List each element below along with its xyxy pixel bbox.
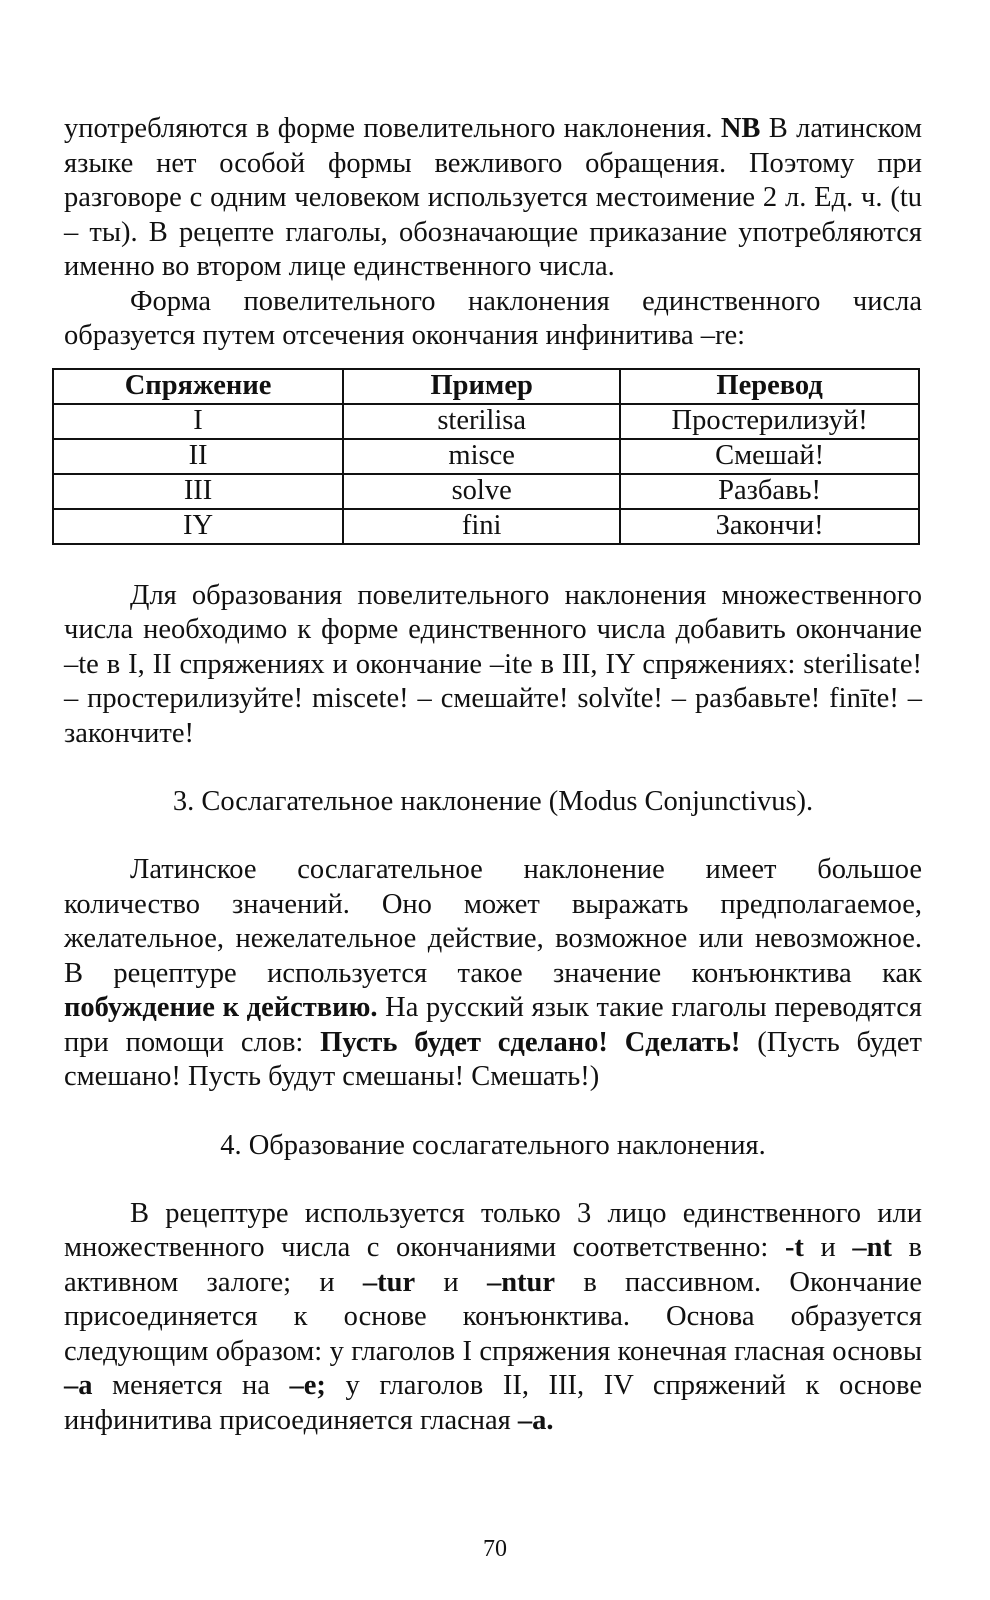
table-cell: III [53, 474, 343, 509]
table-cell: II [53, 439, 343, 474]
section-heading-4: 4. Образование сослагательного наклонения. [220, 1129, 766, 1161]
paragraph-3: Для образования повелительного наклонения множественного числа необходимо к форме единственного числа добавить окончание –te в I, II спряжениях и окончание –ite в III, IY спряжениях: sterilisate! – простерилизуйте! miscete! – смешайте! solvĭte! – разбавьте! finīte! – закончите! [64, 579, 922, 749]
table-cell: misce [343, 439, 620, 474]
table-cell: Смешай! [620, 439, 919, 474]
table-row [53, 439, 919, 474]
table-cell: sterilisa [343, 404, 620, 439]
paragraph-2: Форма повелительного наклонения единственного числа образуется путем отсечения окончания инфинитива –re: [64, 285, 922, 351]
table-cell: I [53, 404, 343, 439]
header-conjugation: Спряжение [53, 369, 343, 404]
table-row [53, 509, 919, 544]
page-content [64, 112, 922, 1438]
header-example: Пример [343, 369, 620, 404]
header-translation: Перевод [620, 369, 919, 404]
page-number: 70 [483, 1536, 507, 1562]
table-row [53, 474, 919, 509]
nb-mark: NB [720, 113, 761, 144]
paragraph-1: употребляются в форме повелительного наклонения. NB В латинском языке нет особой формы вежливого обращения. Поэтому при разговоре с одним человеком используется местоимение 2 л. Ед. ч. (tu – ты). В рецепте глаголы, обозначающие приказание употребляются именно во втором лице единственного числа. [64, 113, 922, 282]
table-cell: Разбавь! [620, 474, 919, 509]
conjugation-table [52, 368, 920, 545]
table-header-row [53, 369, 919, 404]
table-cell: solve [343, 474, 620, 509]
table-row [53, 404, 919, 439]
table-cell: IY [53, 509, 343, 544]
section-heading-3: 3. Сослагательное наклонение (Modus Conjunctivus). [172, 786, 814, 817]
table-cell: Простерилизуй! [620, 404, 919, 439]
paragraph-4: Латинское сослагательное наклонение имеет большое количество значений. Оно может выражать предполагаемое, желательное, нежелательное действие, возможное или невозможное. В рецептуре используется такое значение конъюнктива как побуждение к действию. На русский язык такие глаголы переводятся при помощи слов: Пусть будет сделано! Сделать! (Пусть будет смешано! Пусть будут смешаны! Смешать!) [64, 854, 922, 1092]
paragraph-5: В рецептуре используется только 3 лицо единственного или множественного числа с окончаниями соответственно: -t и –nt в активном залоге; и –tur и –ntur в пассивном. Окончание присоединяется к основе конъюнктива. Основа образуется следующим образом: у глаголов I спряжения конечная гласная основы –a меняется на –e; у глаголов II, III, IV спряжений к основе инфинитива присоединяется гласная –a. [64, 1197, 922, 1436]
table-cell: fini [343, 509, 620, 544]
table-cell: Закончи! [620, 509, 919, 544]
